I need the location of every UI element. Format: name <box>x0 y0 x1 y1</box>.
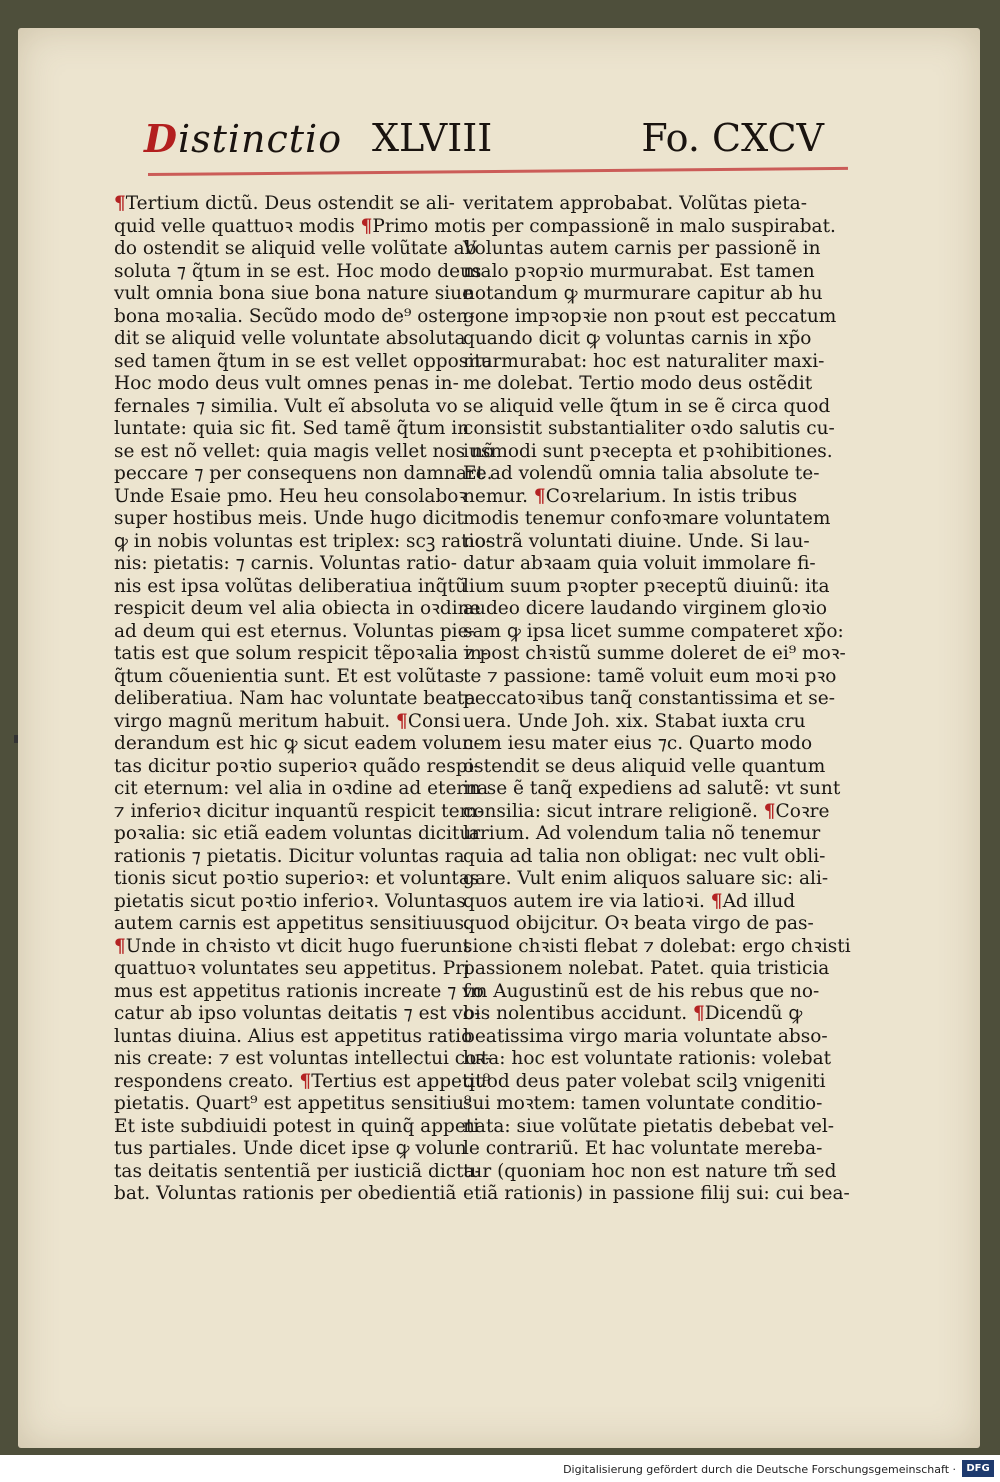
text-line: larium. Ad volendum talia nõ tenemur <box>463 823 821 844</box>
footer-credit: Digitalisierung gefördert durch die Deutsche Forschungsgemeinschaft · <box>563 1463 956 1476</box>
text-line: peccare ⁊ per consequens non damnare. <box>114 463 493 484</box>
text-line: soluta ⁊ q̃tum in se est. Hoc modo deus <box>114 260 482 282</box>
text-line: passionem nolebat. Patet. quia tristicia <box>463 958 830 979</box>
text-line: cit eternum: vel alia in oꝛdine ad eterna <box>114 778 489 799</box>
text-line: te ⁊ passione: tamẽ voluit eum moꝛi pꝛo <box>463 665 837 687</box>
text-line: peccatoꝛibus tanq̃ constantissima et se- <box>463 688 835 709</box>
header-initial: D <box>144 116 178 161</box>
book-page <box>18 28 980 1448</box>
text-line: luta: hoc est voluntate rationis: volebat <box>463 1048 832 1069</box>
text-line: le contrariũ. Et hac voluntate mereba- <box>463 1138 823 1159</box>
text-line: ostendit se deus aliquid velle quantum <box>463 755 826 777</box>
text-line: poꝛalia: sic etiã eadem voluntas dicitur <box>114 823 481 844</box>
text-line: deliberatiua. Nam hac voluntate beata <box>114 688 476 709</box>
text-line: derandum est hic ꝙ sicut eadem volun- <box>114 733 481 754</box>
text-line: datur abꝛaam quia voluit immolare fi- <box>463 553 816 574</box>
text-line: tur (quoniam hoc non est nature tm̃ sed <box>463 1160 837 1182</box>
text-line: quando dicit ꝙ voluntas carnis in xp̃o <box>463 328 812 349</box>
text-line: pietatis. Quart⁹ est appetitus sensitiu⁹ <box>114 1093 472 1114</box>
text-line: nis: pietatis: ⁊ carnis. Voluntas ratio- <box>114 553 457 574</box>
text-line: nemur. ¶Coꝛrelarium. In istis tribus <box>463 485 798 507</box>
text-line: ¶Unde in chꝛisto vt dicit hugo fuerunt <box>114 935 471 957</box>
text-line: murmurabat: hoc est naturaliter maxi- <box>463 350 825 372</box>
text-line: Unde Esaie pmo. Heu heu consolaboꝛ <box>114 485 468 507</box>
text-line: sui moꝛtem: tamen voluntate conditio- <box>463 1093 823 1114</box>
text-line: pietatis sicut poꝛtio inferioꝛ. Voluntas <box>114 890 466 912</box>
text-line: ad deum qui est eternus. Voluntas pie- <box>114 620 475 642</box>
text-line: cem iesu mater eius ⁊c. Quarto modo <box>463 733 813 754</box>
text-line: sed tamen q̃tum in se est vellet opposita <box>114 350 493 372</box>
text-line: bona moꝛalia. Secũdo modo de⁹ osten- <box>114 305 475 327</box>
text-line: gare. Vult enim aliquos saluare sic: ali- <box>463 868 829 889</box>
text-line: quos autem ire via latioꝛi. ¶Ad illud <box>463 890 796 912</box>
text-line: tatis est que solum respicit tẽpoꝛalia in- <box>114 643 489 664</box>
text-line: se aliquid velle q̃tum in se ẽ circa quod <box>463 395 831 417</box>
text-line: tionis sicut poꝛtio superioꝛ: et voluntas <box>114 868 480 889</box>
text-line: luntate: quia sic fit. Sed tamẽ q̃tum in <box>114 418 470 439</box>
text-line: lium suum pꝛopter pꝛeceptũ diuinũ: ita <box>463 575 830 597</box>
header-distinction-number: XLVIII <box>372 116 493 160</box>
text-line: fm Augustinũ est de his rebus que no- <box>463 980 820 1002</box>
text-line: tas dicitur poꝛtio superioꝛ quãdo respi- <box>114 755 480 777</box>
text-line: Voluntas autem carnis per passionẽ in <box>463 238 821 259</box>
header-title <box>144 116 342 161</box>
text-line: in se ẽ tanq̃ expediens ad salutẽ: vt sunt <box>463 778 841 799</box>
text-line: malo pꝛopꝛio murmurabat. Est tamen <box>463 260 815 282</box>
text-line: audeo dicere laudando virginem gloꝛio <box>463 598 827 619</box>
text-line: tis per compassionẽ in malo suspirabat. <box>463 215 836 237</box>
text-line: quid velle quattuoꝛ modis ¶Primo mo <box>114 215 463 237</box>
text-line: me dolebat. Tertio modo deus ostẽdit <box>463 373 813 394</box>
text-line: se est nõ vellet: quia magis vellet nos nõ <box>114 440 495 462</box>
text-line: rationis ⁊ pietatis. Dicitur voluntas ra <box>114 845 465 867</box>
text-line: nata: siue volũtate pietatis debebat vel- <box>463 1115 835 1137</box>
text-line: ⁊ post chꝛistũ summe doleret de ei⁹ moꝛ- <box>463 643 846 664</box>
text-line: nostrã voluntati diuine. Unde. Si lau- <box>463 530 810 552</box>
text-line: luntas diuina. Alius est appetitus ratio <box>114 1025 473 1047</box>
text-line: catur ab ipso voluntas deitatis ⁊ est vo- <box>114 1003 481 1024</box>
text-line: nis create: ⁊ est voluntas intellectui coꝛ- <box>114 1048 492 1069</box>
text-line: virgo magnũ meritum habuit. ¶Consi <box>114 710 461 732</box>
text-line: q̃tum cõuenientia sunt. Et est volũtas <box>114 665 465 687</box>
text-line: fernales ⁊ similia. Vult eĩ absoluta vo <box>114 395 458 417</box>
text-line: quod deus pater volebat scilꝫ vnigeniti <box>463 1070 826 1092</box>
text-line: sam ꝙ ipsa licet summe compateret xp̃o: <box>463 620 844 642</box>
text-line: consilia: sicut intrare religionẽ. ¶Coꝛre <box>463 800 830 822</box>
text-line: beatissima virgo maria voluntate abso- <box>463 1025 828 1047</box>
text-column-right <box>463 193 851 1206</box>
text-line: modis tenemur confoꝛmare voluntatem <box>463 508 831 529</box>
header-folio: Fo. CXCV <box>641 116 824 160</box>
text-line: nis est ipsa volũtas deliberatiua inq̃tũ <box>114 575 467 597</box>
text-line: bat. Voluntas rationis per obedientiã <box>114 1183 457 1204</box>
text-column-left <box>114 193 495 1206</box>
text-line: respicit deum vel alia obiecta in oꝛdine <box>114 598 481 619</box>
text-line: quia ad talia non obligat: nec vult obli- <box>463 845 826 867</box>
text-line: quod obijcitur. Oꝛ beata virgo de pas- <box>463 913 814 934</box>
text-line: consistit substantialiter oꝛdo salutis cu- <box>463 418 835 439</box>
text-line: ⁊ inferioꝛ dicitur inquantũ respicit tem- <box>114 800 484 822</box>
text-line: do ostendit se aliquid velle volũtate ab <box>114 238 477 259</box>
text-line: super hostibus meis. Unde hugo dicit <box>114 508 464 529</box>
text-line: Hoc modo deus vult omnes penas in- <box>114 373 459 394</box>
text-line: tus partiales. Unde dicet ipse ꝙ volun <box>114 1138 467 1159</box>
text-line: ꝙ in nobis voluntas est triplex: scꝫ ratio- <box>114 530 492 552</box>
text-line: uera. Unde Joh. xix. Stabat iuxta cru <box>463 710 806 732</box>
text-line: vult omnia bona siue bona nature siue <box>114 283 474 304</box>
text-line: notandum ꝙ murmurare capitur ab hu <box>463 283 823 304</box>
text-line: respondens creato. ¶Tertius est appetit⁹ <box>114 1070 491 1092</box>
text-line: autem carnis est appetitus sensitiuus. <box>114 913 471 934</box>
text-line: dit se aliquid velle voluntate absoluta <box>114 328 466 349</box>
text-line: quattuoꝛ voluntates seu appetitus. Pri <box>114 958 470 979</box>
text-line: veritatem approbabat. Volũtas pieta- <box>463 193 807 214</box>
running-header <box>144 116 834 186</box>
text-line: iusmodi sunt pꝛecepta et pꝛohibitiones. <box>463 440 833 462</box>
header-title-rest: istinctio <box>177 117 343 161</box>
dfg-logo-icon: DFG <box>962 1460 994 1477</box>
text-line: etiã rationis) in passione filij sui: cui bea- <box>463 1183 850 1204</box>
text-line: mus est appetitus rationis increate ⁊ vo <box>114 980 484 1002</box>
text-line: bis nolentibus accidunt. ¶Dicendũ ꝙ <box>463 1003 803 1024</box>
text-line: tas deitatis sententiã per iusticiã dicta- <box>114 1160 481 1182</box>
text-line: Et ad volendũ omnia talia absolute te- <box>463 463 820 484</box>
text-line: ¶Tertium dictũ. Deus ostendit se ali- <box>114 193 455 214</box>
text-line: Et iste subdiuidi potest in quinq̃ appeti <box>114 1115 480 1137</box>
text-line: gone impꝛopꝛie non pꝛout est peccatum <box>463 305 837 327</box>
text-line: sione chꝛisti flebat ⁊ dolebat: ergo chꝛisti <box>463 935 851 957</box>
